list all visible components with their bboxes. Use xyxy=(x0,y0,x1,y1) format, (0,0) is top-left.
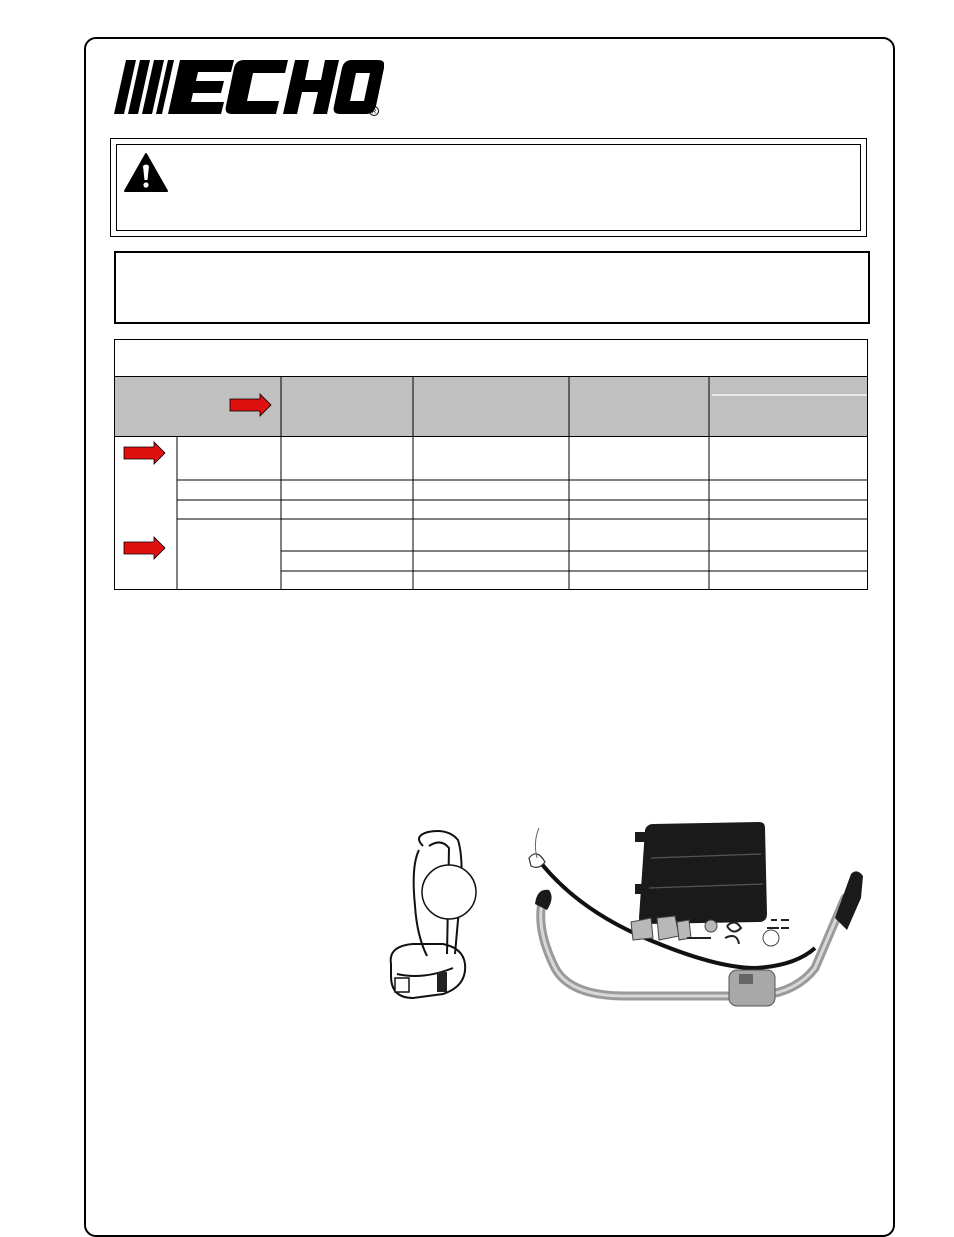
warning-triangle-icon xyxy=(123,152,169,193)
svg-text:R: R xyxy=(371,109,377,116)
notice-box xyxy=(114,251,870,324)
table-body xyxy=(115,437,868,590)
compatibility-table xyxy=(114,339,868,591)
handle-conversion-kit-image xyxy=(515,818,870,1013)
table-caption-row xyxy=(115,340,868,377)
table-header-row xyxy=(115,377,868,437)
warning-box xyxy=(116,144,861,231)
shoulder-harness-image xyxy=(383,826,503,1006)
echo-logo xyxy=(112,56,384,118)
